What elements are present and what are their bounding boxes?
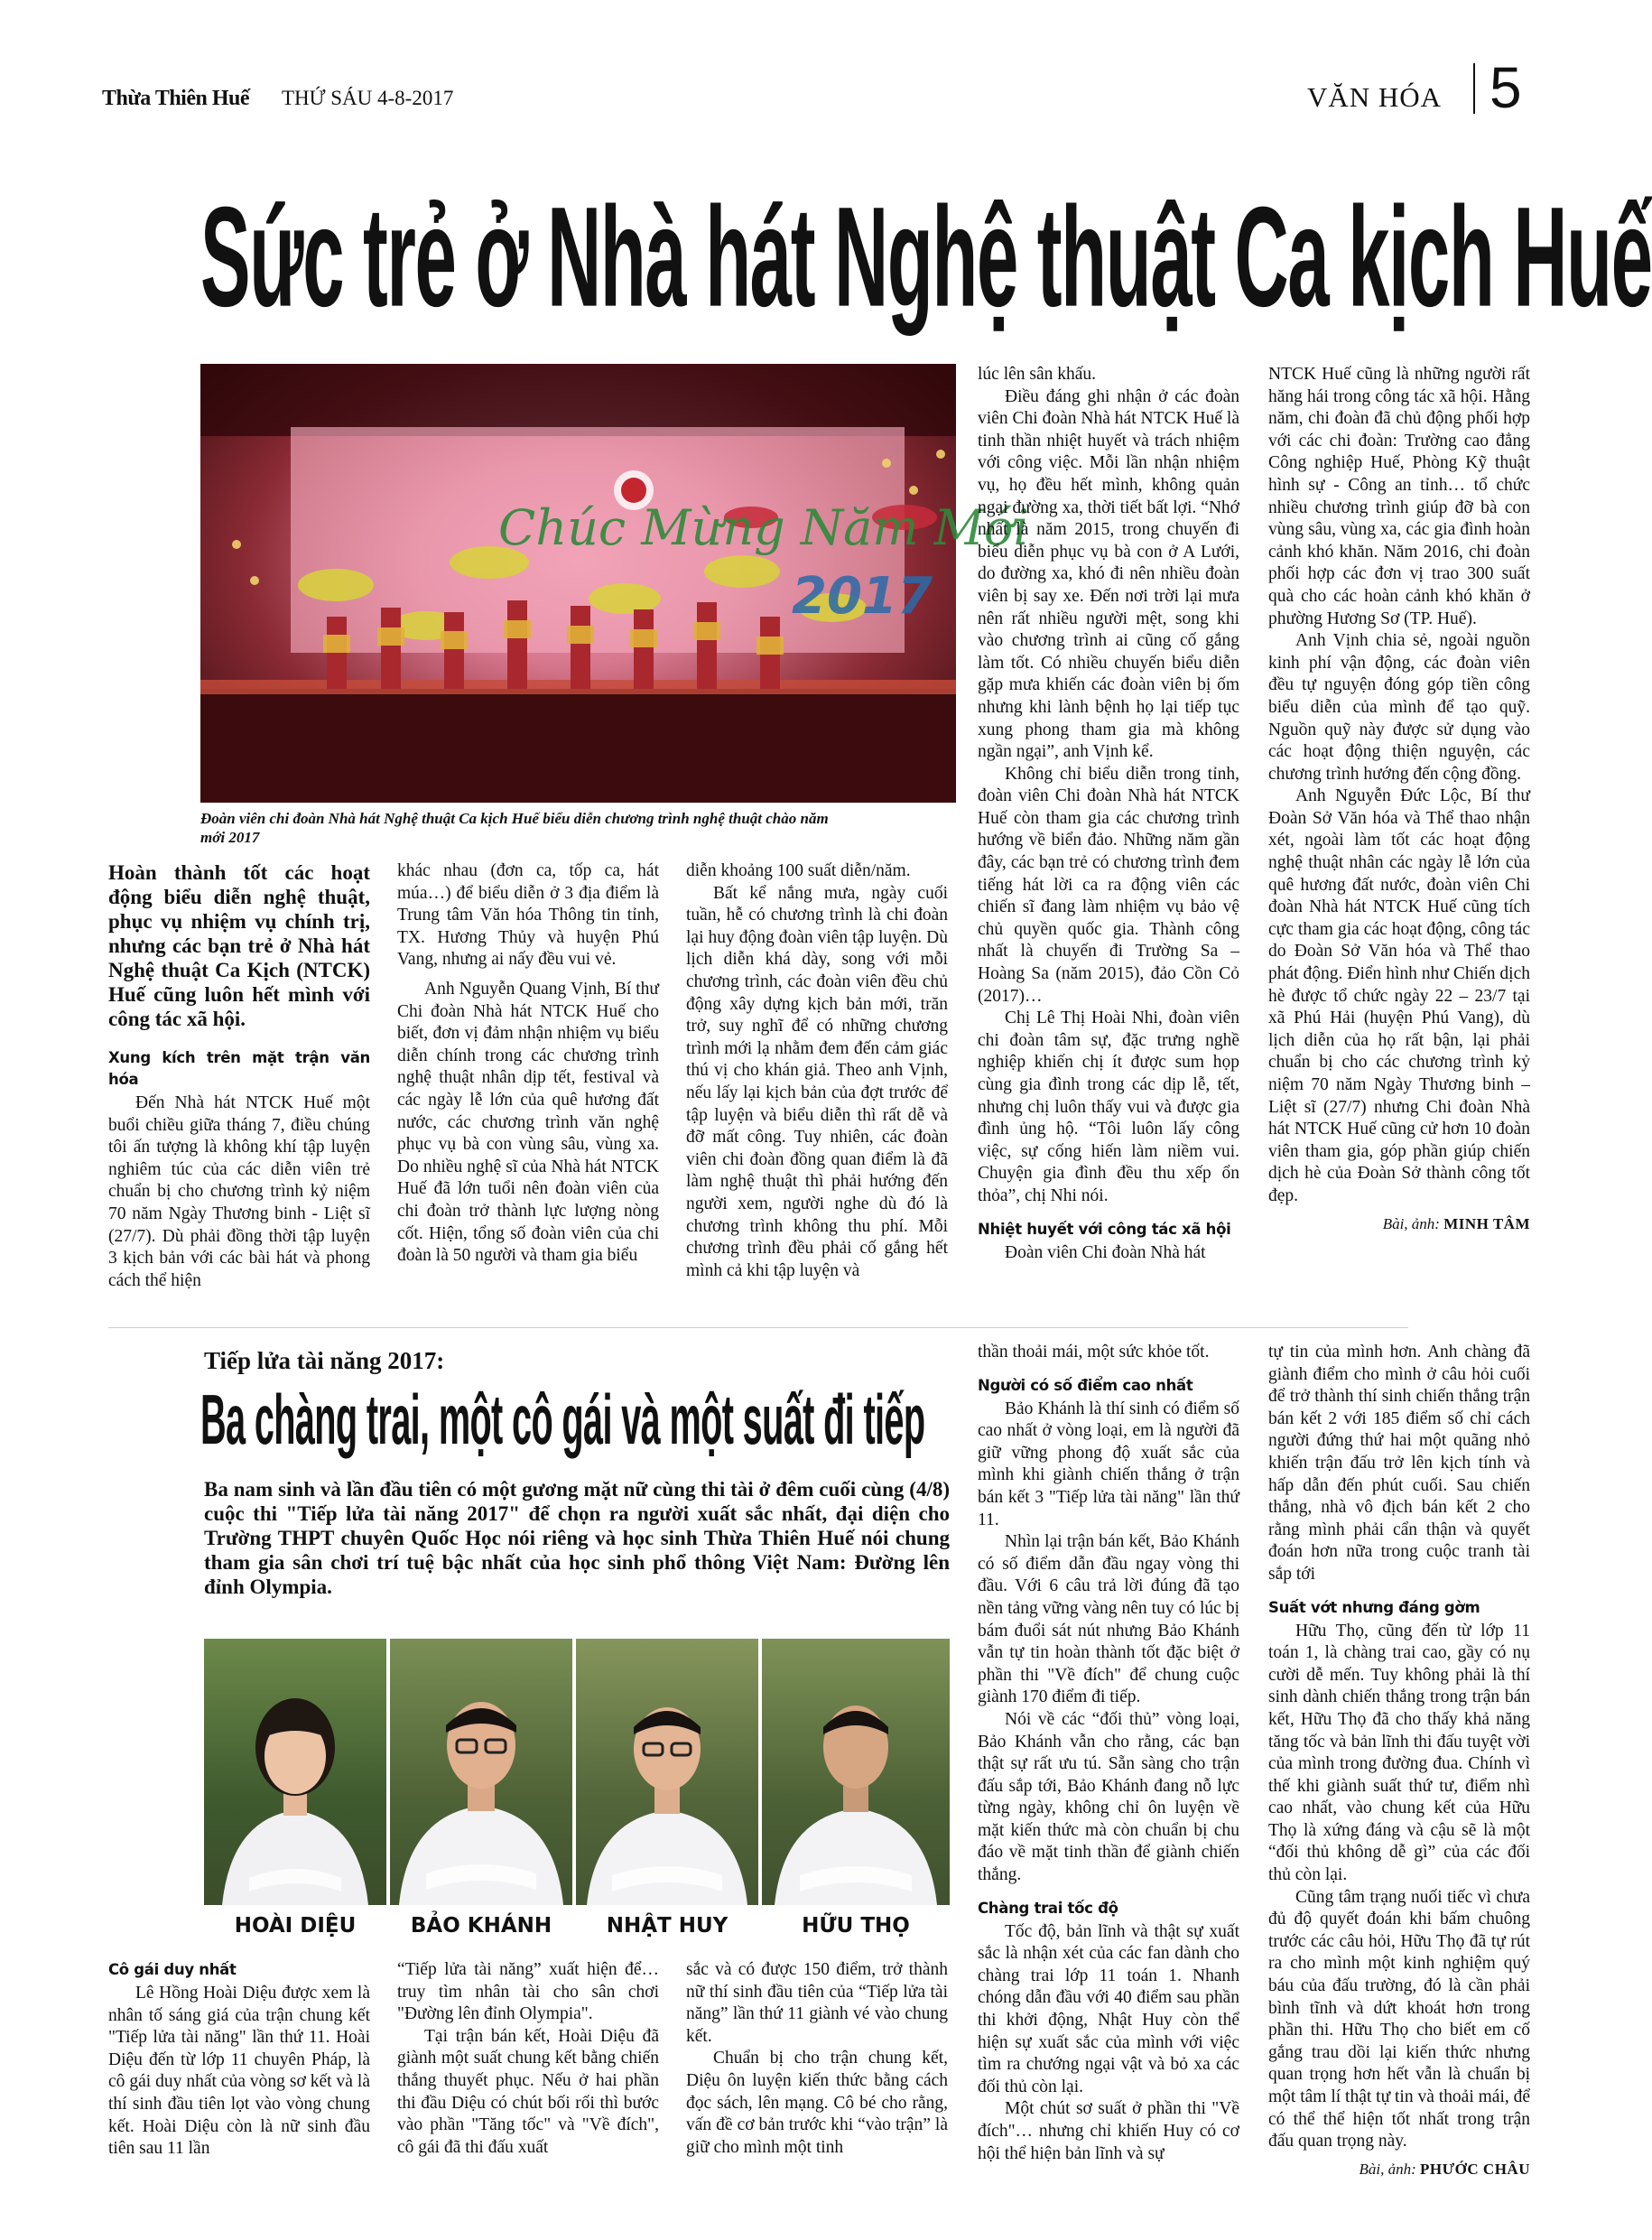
photo-caption: Đoàn viên chi đoàn Nhà hát Nghệ thuật Ca kịch Huế biểu diễn chương trình nghệ thuật chào năm mới 2017 [200, 810, 829, 846]
paragraph: Anh Nguyễn Quang Vịnh, Bí thư Chi đoàn Nhà hát NTCK Huế cho biết, đơn vị đảm nhận nhiệm vụ biểu diễn chính trong các chương trình nghệ thuật nhân dịp tết, festival và các ngày lễ lớn của quê hương đất nước, các chương trình văn nghệ phục vụ bà con vùng sâu, vùng xa. Do nhiều nghệ sĩ của Nhà hát NTCK Huế đã lớn tuổi nên đoàn viên của chi đoàn trở thành lực lượng nòng cốt. Hiện, tổng số đoàn viên của chi đoàn là 50 người và tham gia biểu [397, 979, 659, 1266]
paragraph: “Tiếp lửa tài năng” xuất hiện để… truy tìm nhân tài cho sân chơi "Đường lên đỉnh Olympia". [397, 1960, 659, 2024]
portrait-name-3: NHẬT HUY [606, 1914, 729, 1938]
portrait-name-2: BẢO KHÁNH [410, 1914, 552, 1938]
paragraph: Lê Hồng Hoài Diệu được xem là nhân tố sáng giá của trận chung kết "Tiếp lửa tài năng" lần thứ 11. Hoài Diệu đến từ lớp 11 chuyên Pháp, là cô gái duy nhất của vòng sơ kết và là thí sinh đầu tiên lọt vào vòng chung kết. Hoài Diệu còn là nữ sinh đầu tiên sau 11 lần [108, 1984, 370, 2159]
paragraph: Điều đáng ghi nhận ở các đoàn viên Chi đoàn Nhà hát NTCK Huế là tinh thần nhiệt huyết và trách nhiệm với công việc. Mỗi lần nhận nhiệm vụ, họ đều hết mình, không quản ngại đường xa, thời tiết bất lợi. “Nhớ nhất là năm 2015, trong chuyến đi biểu diễn phục vụ bà con ở A Lưới, do đường xa, khó đi nên nhiều đoàn viên bị say xe. Đến nơi trời lại mưa nên rất nhiều người mệt, song khi vào chương trình ai cũng cố gắng làm tốt. Có nhiều chuyến biểu diễn gặp mưa khiến các đoàn viên bị ốm nhưng khi lành bệnh họ lại tiếp tục xung phong tham gia mà không ngần ngại”, anh Vịnh kể. [978, 386, 1239, 762]
portrait-name-4: HỮU THỌ [802, 1914, 910, 1938]
article2-subhead-3: Chàng trai tốc độ [978, 1899, 1118, 1917]
article2-column-1 [108, 1959, 370, 2161]
masthead-date: THỨ SÁU 4-8-2017 [282, 87, 454, 109]
stage-banner-year: 2017 [792, 567, 933, 626]
paragraph: Bất kể nắng mưa, ngày cuối tuần, hễ có chương trình là chi đoàn lại huy động đoàn viên tập luyện. Dù lịch diễn khá dày, song với mỗi chương trình, các đoàn viên đều chủ động xây dựng kịch bản mới, trăn trở, suy nghĩ để có những chương trình mới lạ nhằm đem đến cảm giác thú vị cho khán giả. Theo anh Vịnh, nếu lấy lại kịch bản của đợt trước để tập luyện và biểu diễn thì rất dễ và đỡ mất công. Tuy nhiên, các đoàn viên chi đoàn đồng quan điểm là đã làm nghệ thuật thì phải hướng đến người xem, người nghe dù đó là chương trình không thu phí. Mỗi chương trình đều phải cố gắng hết mình cả khi tập luyện và [686, 883, 948, 1280]
portrait-name-1: HOÀI DIỆU [234, 1914, 357, 1938]
article2-column-3 [686, 1959, 948, 2159]
article1-column-4 [978, 364, 1239, 1264]
paragraph: Cũng tâm trạng nuối tiếc vì chưa đủ độ quyết đoán khi bấm chuông trước các câu hỏi, Hữu Thọ đã tự rút ra cho mình một kinh nghiệm quý báu của đấu trường, đó là cần phải bình tĩnh và dứt khoát hơn trong phần thi. Hữu Thọ cho biết em cố gắng trau dồi lại kiến thức nhưng quan trọng hơn hết vẫn là chuẩn bị một tâm lí thật tự tin và thoải mái, để có thể thể hiện tốt nhất trong trận đấu quan trọng này. [1268, 1887, 1531, 2152]
paragraph: thần thoải mái, một sức khỏe tốt. [978, 1343, 1210, 1362]
article2-sapo: Ba nam sinh và lần đầu tiên có một gương mặt nữ cùng thi tài ở đêm cuối cùng (4/8) cuộc thi "Tiếp lửa tài năng 2017" để chọn ra người xuất sắc nhất, đại diện cho Trường THPT chuyên Quốc Học nói riêng và học sinh Thừa Thiên Huế nói chung tham gia sân chơi trí tuệ bậc nhất của học sinh phổ thông Việt Nam: Đường lên đỉnh Olympia. [204, 1478, 950, 1598]
portrait-nhat-huy [576, 1639, 758, 1905]
article2-subhead-4: Suất vớt nhưng đáng gờm [1268, 1598, 1480, 1616]
stage-banner-text: Chúc Mừng Năm Mới [498, 499, 1029, 556]
paragraph: Nhìn lại trận bán kết, Bảo Khánh có số điểm dẫn đầu ngay vòng thi đầu. Với 6 câu trả lời đúng đã tạo nền tảng vững vàng nên tuy có lúc bị bám đuổi sát nút nhưng Bảo Khánh vẫn tự tin hoàn thành tốt đặc biệt ở phần thi "Về đích" để chung cuộc giành 170 điểm đi tiếp. [978, 1532, 1239, 1707]
paragraph: Tại trận bán kết, Hoài Diệu đã giành một suất chung kết bằng chiến thắng thuyết phục. Nếu ở hai phần thi đầu Diệu có chút bối rối thì bước vào phần "Tăng tốc" và "Về đích", cô gái đã thi đấu xuất [397, 2026, 659, 2157]
paragraph: NTCK Huế cũng là những người rất hăng hái trong công tác xã hội. Hằng năm, chi đoàn đã chủ động phối hợp với các chi đoàn: Trường cao đẳng Công nghiệp Huế, Phòng Kỹ thuật hình sự - Công an tỉnh… tổ chức nhiều chương trình giúp đỡ bà con vùng sâu, vùng xa, các gia đình hoàn cảnh khó khăn. Năm 2016, chi đoàn phối hợp các đơn vị trao 300 suất quà cho các hoàn cảnh khó khăn ở phường Hương Sơ (TP. Huế). [1268, 365, 1530, 628]
article2-column-5 [1268, 1342, 1530, 2180]
article1-column-3 [686, 860, 948, 1282]
article-divider [108, 1327, 1408, 1328]
article1-byline: Bài, ảnh: MINH TÂM [1382, 1214, 1530, 1232]
paragraph: Nói về các “đối thủ” vòng loại, Bảo Khánh vẫn cho rằng, các bạn thật sự rất ưu tú. Sẵn sàng cho trận đấu sắp tới, Bảo Khánh đang nỗ lực từng ngày, không chỉ ôn luyện về mặt kiến thức mà còn chuẩn bị chu đáo về mặt tinh thần để giành chiến thắng. [978, 1709, 1239, 1885]
article2-subhead-1: Cô gái duy nhất [108, 1961, 237, 1978]
article1-title: Sức trẻ ở Nhà hát Nghệ thuật Ca kịch Huế [200, 178, 1652, 337]
paragraph: Một chút sơ suất ở phần thi "Về đích"… nhưng chỉ khiến Huy có cơ hội thể hiện bản lĩnh và sự [978, 2099, 1239, 2163]
portrait-hoai-dieu [204, 1639, 386, 1905]
article1-column-1 [108, 860, 370, 1292]
paragraph: tự tin của mình hơn. Anh chàng đã giành điểm cho mình ở câu hỏi cuối để trở thành thí sinh chiến thắng trận bán kết 2 với 185 điểm số chỉ cách người đứng thứ hai một quãng nhỏ khiến trận đấu trở lên kịch tính và hấp dẫn đến phút cuối. Sau chiến thắng, nhà vô địch bán kết 2 cho rằng mình phải cẩn thận và quyết đoán hơn nữa trong cuộc tranh tài sắp tới [1268, 1343, 1530, 1584]
paragraph: Bảo Khánh là thí sinh có điểm số cao nhất ở vòng loại, em là người đã giữ vững phong độ xuất sắc của mình khi giành chiến thắng ở trận bán kết 3 "Tiếp lửa tài năng" lần thứ 11. [978, 1399, 1239, 1529]
article2-byline: Bài, ảnh: PHƯỚC CHÂU [1359, 2160, 1530, 2178]
paragraph: Chị Lê Thị Hoài Nhi, đoàn viên chi đoàn tâm sự, đặc trưng nghề nghiệp khiến chị ít được sum họp cùng gia đình trong các dịp lễ, tết, nhưng chị luôn thấy vui và được gia đình ủng hộ. “Tôi luôn lấy công việc, sự cống hiến làm niềm vui. Chuyện gia đình đều thu xếp ổn thỏa”, chị Nhi nói. [978, 1008, 1239, 1205]
section-divider [1473, 63, 1475, 114]
article1-subhead-1: Xung kích trên mặt trận văn hóa [108, 1049, 370, 1088]
paragraph: Hữu Thọ, cũng đến từ lớp 11 toán 1, là chàng trai cao, gầy có nụ cười dễ mến. Tuy không phải là thí sinh dành chiến thắng trong trận bán kết, Hữu Thọ đã cho thấy khả năng tăng tốc và bản lĩnh thi đấu tuyệt vời của mình trong đường đua. Chính vì thế khi giành suất thứ tư, điểm nhì cao nhất, vào chung kết của Hữu Thọ là xứng đáng và cậu sẽ là một “đối thủ không dễ gì” của các đối thủ còn lại. [1268, 1621, 1530, 1885]
paragraph: Không chỉ biểu diễn trong tỉnh, đoàn viên Chi đoàn Nhà hát NTCK Huế còn tham gia các chương trình hướng về biển đảo. Những năm gần đây, các bạn trẻ có chương trình đem tiếng hát lời ca ra động viên các chiến sĩ đang làm nhiệm vụ bảo vệ chủ quyền quốc gia. Thành công nhất là chuyến đi Trường Sa – Hoàng Sa (năm 2015), đảo Cồn Cỏ (2017)… [978, 764, 1239, 1006]
masthead-paper-name: Thừa Thiên Huế [102, 87, 250, 110]
portrait-bao-khanh [390, 1639, 572, 1905]
paragraph: Đến Nhà hát NTCK Huế một buổi chiều giữa tháng 7, điều chúng tôi ấn tượng là không khí tập luyện nghiêm túc của các diễn viên trẻ chuẩn bị cho chương trình kỷ niệm 70 năm Ngày Thương binh - Liệt sĩ (27/7). Dù phải đồng thời tập luyện 3 kịch bản với các bài hát và phong cách thể hiện [108, 1093, 370, 1290]
paragraph: diễn khoảng 100 suất diễn/năm. [686, 861, 911, 880]
article1-sapo: Hoàn thành tốt các hoạt động biểu diễn nghệ thuật, phục vụ nhiệm vụ chính trị, nhưng các bạn trẻ ở Nhà hát Nghệ thuật Ca Kịch (NTCK) Huế cũng luôn hết mình với công tác xã hội. [108, 861, 370, 1030]
article2-column-2 [397, 1959, 659, 2159]
article2-subhead-2: Người có số điểm cao nhất [978, 1376, 1193, 1394]
paragraph: Anh Vịnh chia sẻ, ngoài nguồn kinh phí vận động, các đoàn viên đều tự nguyện đóng góp tiền công biểu diễn của mình để tạo quỹ. Nguồn quỹ này được sử dụng vào các hoạt động thiện nguyện, các chương trình hướng đến cộng đồng. [1268, 631, 1530, 784]
article1-column-2 [397, 860, 659, 1268]
paragraph: lúc lên sân khấu. [978, 365, 1097, 384]
paragraph: sắc và có được 150 điểm, trở thành nữ thí sinh đầu tiên của “Tiếp lửa tài năng” lần thứ 11 giành vé vào chung kết. [686, 1960, 948, 2046]
article2-title: Ba chàng trai, một cô gái và một suất đi tiếp [200, 1381, 925, 1460]
article1-subhead-2: Nhiệt huyết với công tác xã hội [978, 1220, 1231, 1238]
stage-photo [200, 364, 1029, 803]
article1-column-5 [1268, 364, 1530, 1235]
paragraph: Tốc độ, bản lĩnh và thật sự xuất sắc là nhận xét của các fan dành cho chàng trai lớp 11 toán 1. Nhanh chóng dẫn đầu với 40 điểm sau phần thi khởi động, Nhật Huy còn thể hiện sự xuất sắc của mình với việc tìm ra chướng ngại vật và bỏ xa các đối thủ còn lại. [978, 1921, 1239, 2096]
paragraph: Anh Nguyễn Đức Lộc, Bí thư Đoàn Sở Văn hóa và Thể thao nhận xét, ngoài làm tốt các hoạt động nghệ thuật nhân các ngày lễ lớn của quê hương đất nước, đoàn viên Chi đoàn Nhà hát NTCK Huế cũng tích cực tham gia các hoạt động, công tác do Đoàn Sở Văn hóa và Thể thao phát động. Điển hình như Chiến dịch hè được tổ chức ngày 22 – 23/7 tại xã Phú Hải (huyện Phú Vang), dù lịch diễn của họ rất bận, lại phải chuẩn bị cho các chương trình kỷ niệm 70 năm Ngày Thương binh – Liệt sĩ (27/7) nhưng Chi đoàn Nhà hát NTCK Huế cũng cử hơn 10 đoàn viên tham gia, góp phần giúp chiến dịch hè của Đoàn Sở thành công tốt đẹp. [1268, 786, 1530, 1205]
portrait-huu-tho [762, 1639, 950, 1905]
article2-kicker: Tiếp lửa tài năng 2017: [204, 1347, 445, 1374]
paragraph: khác nhau (đơn ca, tốp ca, hát múa…) để biểu diễn ở 3 địa điểm là Trung tâm Văn hóa Thông tin tỉnh, TX. Hương Thủy và huyện Phú Vang, nhưng ai nấy đều vui vẻ. [397, 861, 659, 970]
page-number: 5 [1490, 55, 1522, 120]
article2-column-4 [978, 1342, 1239, 2165]
paragraph: Chuẩn bị cho trận chung kết, Diệu ôn luyện kiến thức bằng cách đọc sách, lên mạng. Cô bé cho rằng, vấn đề cơ bản trước khi “vào trận” là giữ cho mình một tinh [686, 2049, 948, 2157]
section-name: VĂN HÓA [1307, 81, 1443, 113]
paragraph: Đoàn viên Chi đoàn Nhà hát [1005, 1242, 1206, 1262]
